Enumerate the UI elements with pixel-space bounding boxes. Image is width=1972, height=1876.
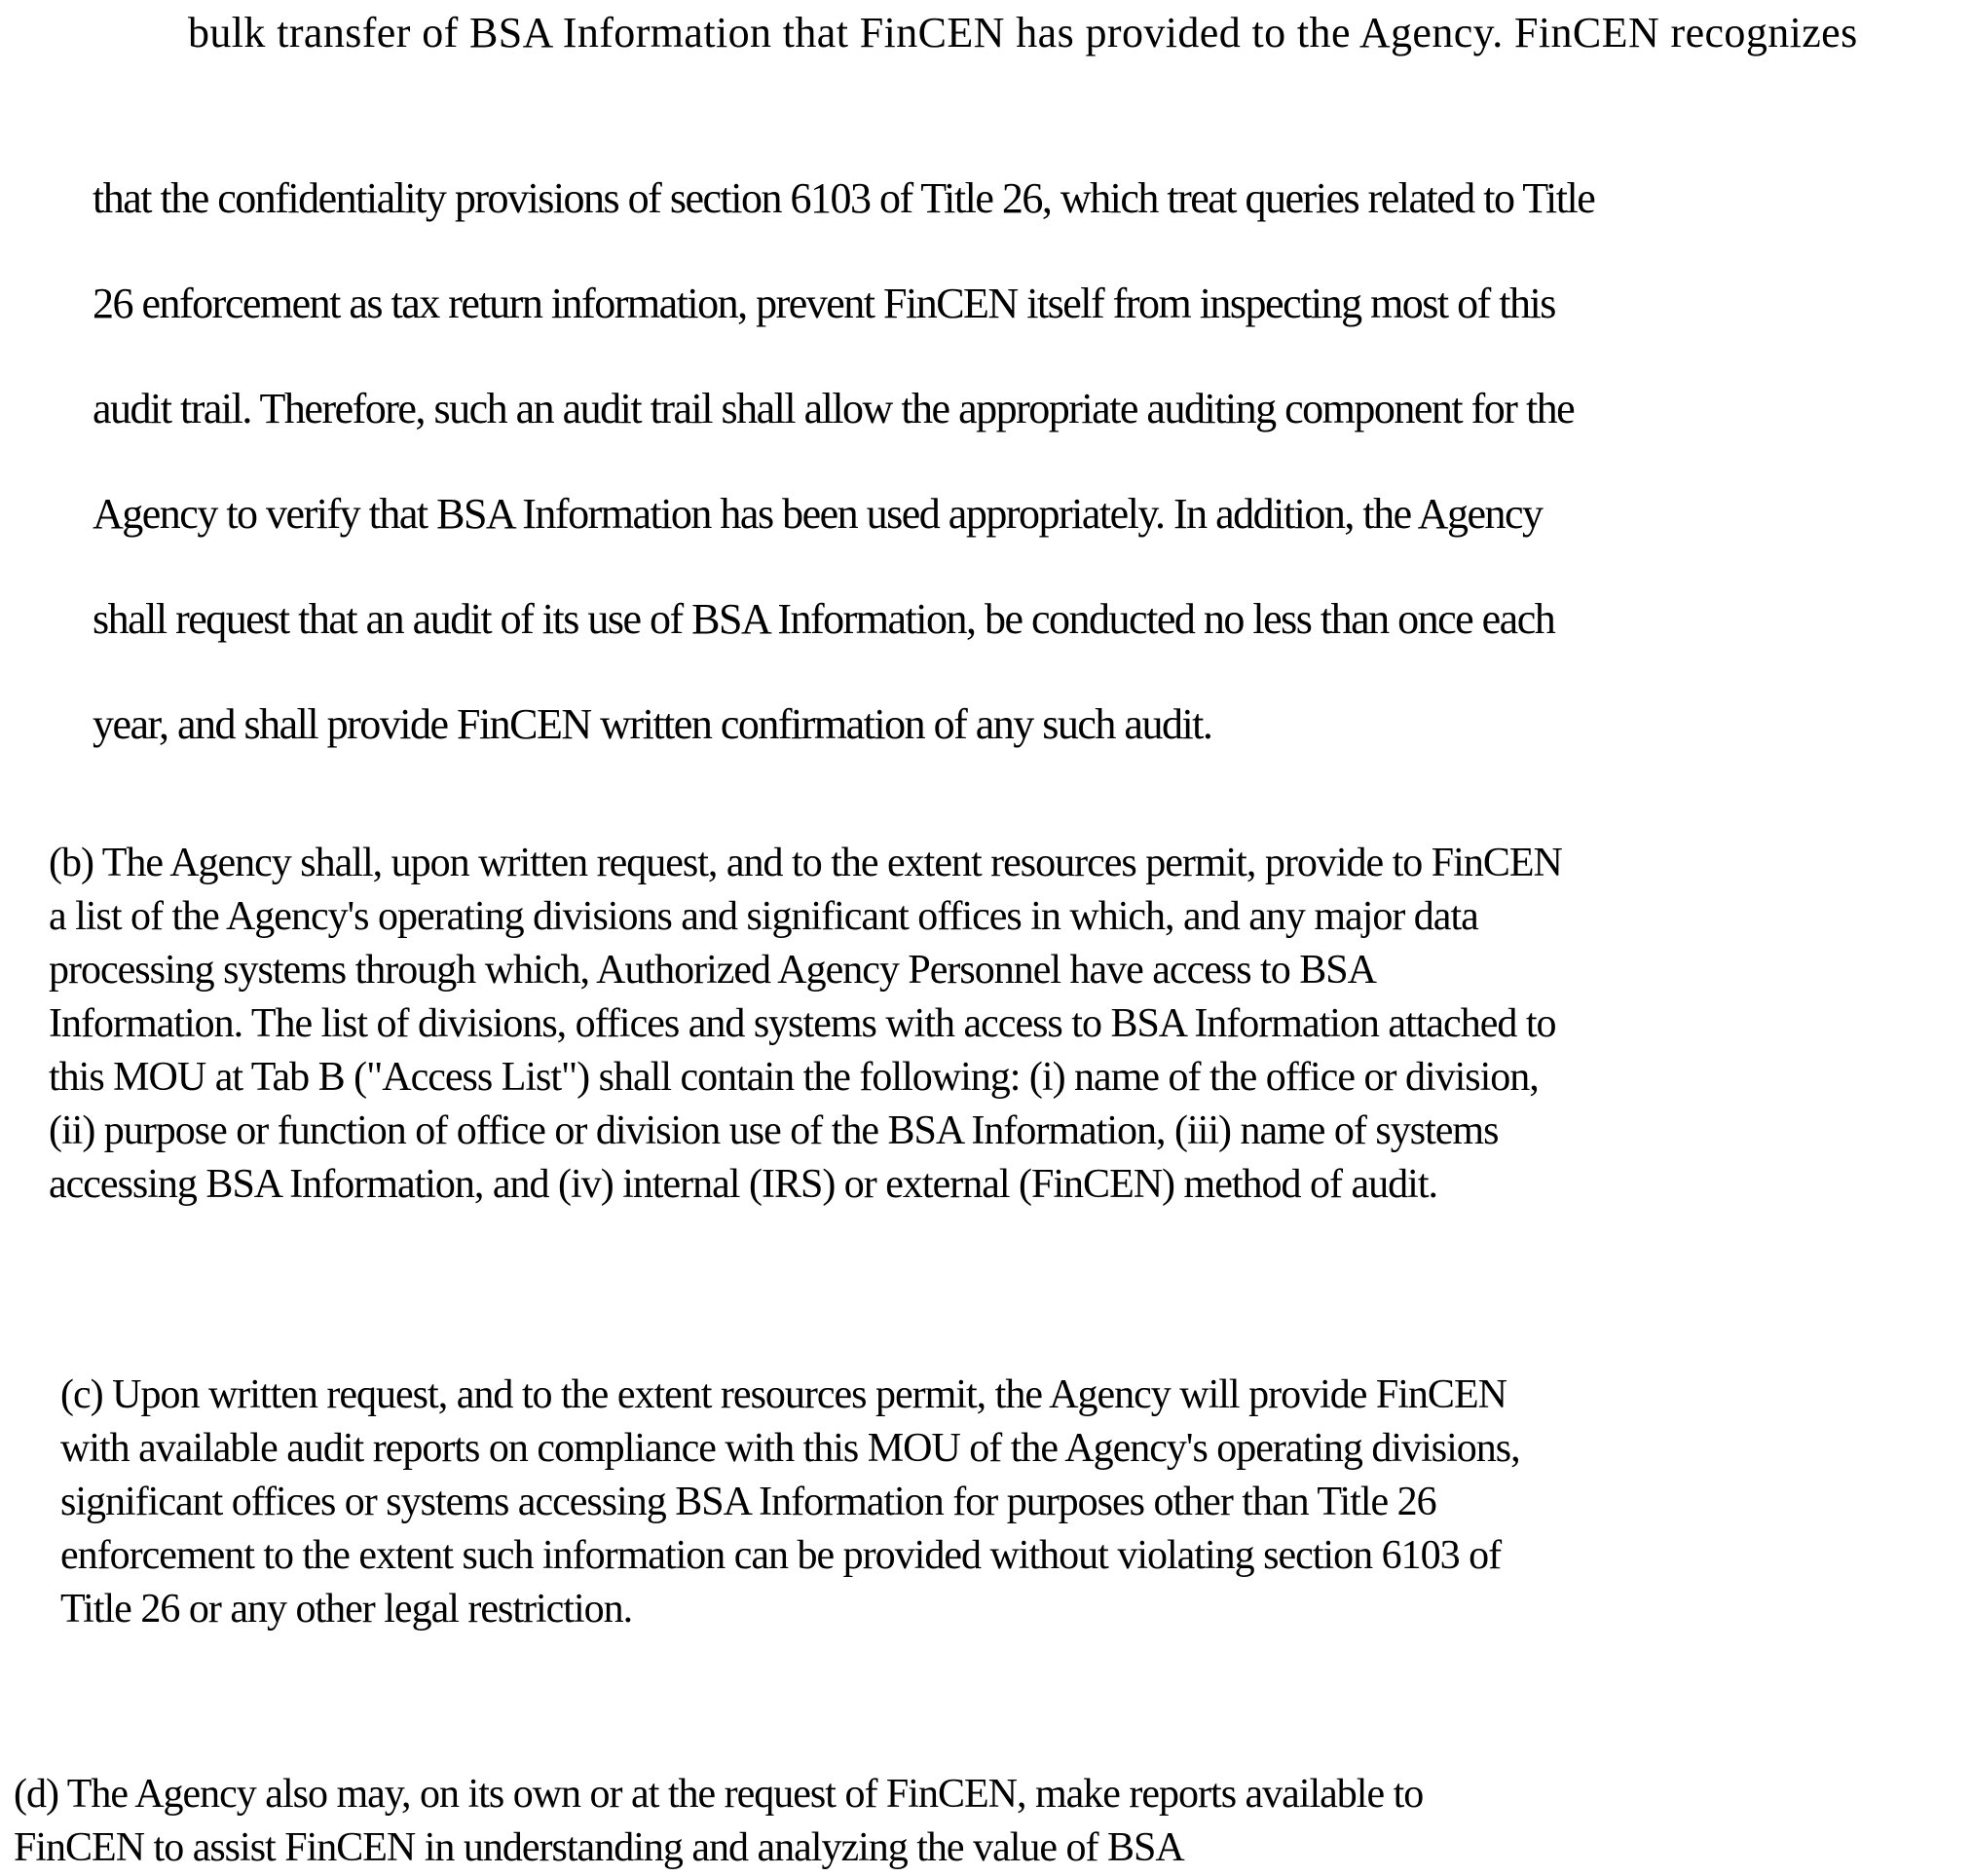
paragraph-d [14,1768,1423,1875]
paragraph-c [60,1369,1520,1636]
paragraph-line: (c) Upon written request, and to the extent resources permit, the Agency will provide FinCEN [60,1372,1507,1417]
paragraph-line: audit trail. Therefore, such an audit trail shall allow the appropriate auditing component for the [93,385,1575,432]
intro-paragraph-first-line: bulk transfer of BSA Information that FinCEN has provided to the Agency. FinCEN recognizes [188,9,1858,56]
paragraph-line: (d) The Agency also may, on its own or at the request of FinCEN, make reports available to [14,1772,1424,1817]
paragraph-line: this MOU at Tab B ("Access List") shall contain the following: (i) name of the office or division, [49,1055,1539,1100]
paragraph-line: shall request that an audit of its use of BSA Information, be conducted no less than once each [93,595,1555,643]
paragraph-line: Agency to verify that BSA Information has been used appropriately. In addition, the Agency [93,490,1543,538]
paragraph-line: FinCEN to assist FinCEN in understanding and analyzing the value of BSA [14,1825,1184,1870]
paragraph-line: a list of the Agency's operating divisions and significant offices in which, and any major data [49,894,1478,939]
paragraph-line: (ii) purpose or function of office or division use of the BSA Information, (iii) name of systems [49,1108,1499,1153]
paragraph-line: accessing BSA Information, and (iv) internal (IRS) or external (FinCEN) method of audit. [49,1162,1437,1207]
paragraph-line: year, and shall provide FinCEN written confirmation of any such audit. [93,700,1212,748]
paragraph-line: significant offices or systems accessing BSA Information for purposes other than Title 26 [60,1480,1436,1524]
paragraph-line: 26 enforcement as tax return information, prevent FinCEN itself from inspecting most of this [93,280,1555,327]
paragraph-line: enforcement to the extent such information can be provided without violating section 6103 of [60,1533,1502,1578]
paragraph-line: processing systems through which, Authorized Agency Personnel have access to BSA [49,948,1376,993]
paragraph-line: with available audit reports on compliance with this MOU of the Agency's operating divisions, [60,1426,1520,1471]
paragraph-line: (b) The Agency shall, upon written request, and to the extent resources permit, provide to FinCEN [49,841,1562,885]
paragraph-line: Information. The list of divisions, offices and systems with access to BSA Information attached to [49,1001,1556,1046]
intro-paragraph [93,146,1594,777]
paragraph-line: Title 26 or any other legal restriction. [60,1587,633,1632]
paragraph-b [49,837,1562,1212]
paragraph-line: that the confidentiality provisions of section 6103 of Title 26, which treat queries related to Title [93,174,1595,222]
